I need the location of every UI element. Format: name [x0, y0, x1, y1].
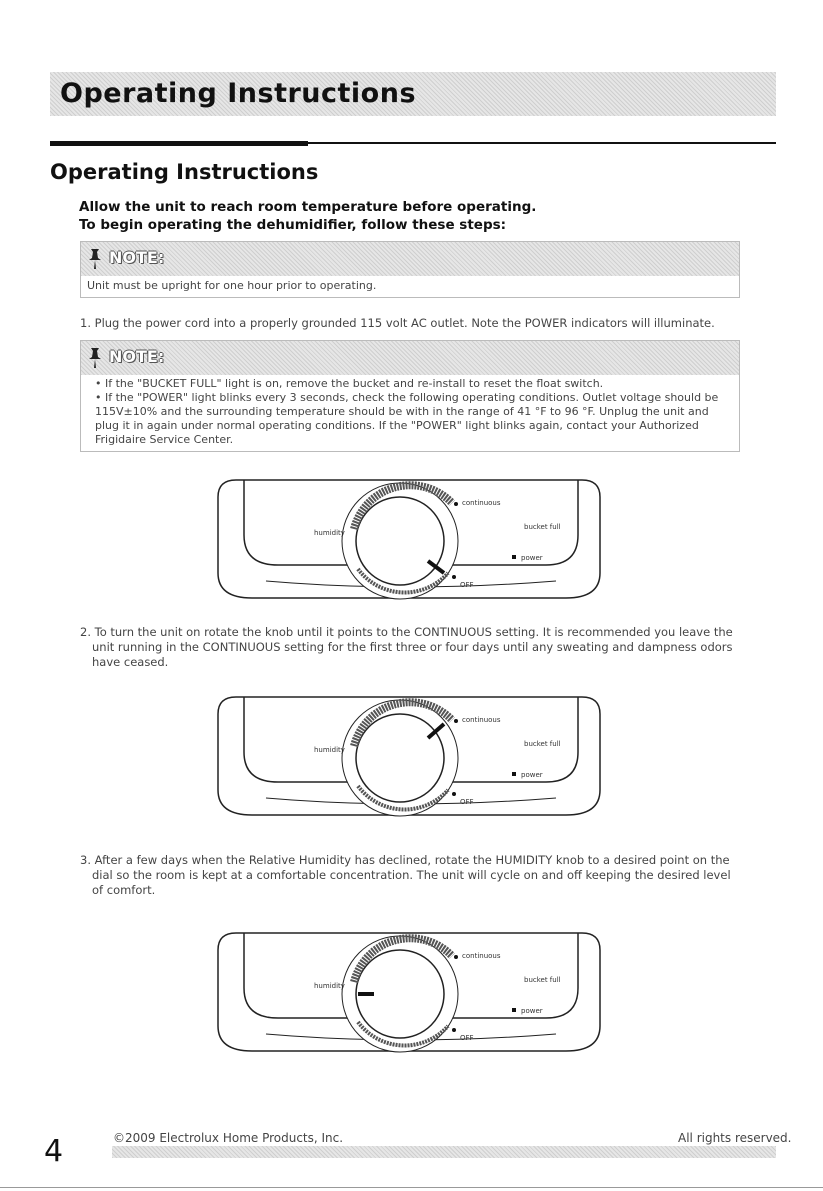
header-title: Operating Instructions [60, 78, 417, 109]
footer-bar [112, 1146, 776, 1158]
control-panel-diagram-1 [216, 477, 602, 601]
off-label: OFF [460, 1034, 474, 1042]
note-bullet: • If the "BUCKET FULL" light is on, remove the bucket and re-install to reset the float switch. [95, 377, 604, 390]
control-panel-diagram-3 [216, 930, 602, 1054]
section-rule-thin [308, 142, 776, 144]
footer-copyright: ©2009 Electrolux Home Products, Inc. [113, 1131, 344, 1145]
continuous-label: continuous [462, 499, 501, 507]
step-3-text: 3. After a few days when the Relative Humidity has declined, rotate the HUMIDITY knob to a desired point on the dial so the room is kept at a comfortable concentration. The unit will cycle on and off keeping the desired level of comfort. [80, 853, 731, 897]
power-label: power [521, 771, 543, 779]
note-box-2 [80, 340, 740, 452]
note-label: NOTE: [109, 347, 165, 366]
footer-rights: All rights reserved. [678, 1131, 792, 1145]
note-bullet: • If the "POWER" light blinks every 3 seconds, check the following operating conditions. Outlet voltage should be 115V±10% and the surrounding temperature should be with in the range of 41 °F to 96 °F. Unplug the unit and plug it in again under normal operating conditions. If the "POWER" light blinks again, contact your Authorized Frigidaire Service Center. [95, 391, 719, 446]
page-number: 4 [44, 1134, 64, 1169]
power-indicator [512, 555, 516, 559]
note-box-1 [80, 241, 740, 298]
power-indicator [512, 1008, 516, 1012]
section-title: Operating Instructions [50, 160, 319, 184]
humidity-label: humidity [314, 529, 345, 537]
control-panel-diagram-2 [216, 694, 602, 818]
bucket-full-label: bucket full [524, 523, 561, 531]
note-header [81, 341, 739, 375]
step-1-text: 1. Plug the power cord into a properly grounded 115 volt AC outlet. Note the POWER indicators will illuminate. [80, 316, 715, 330]
step-2-text: 2. To turn the unit on rotate the knob until it points to the CONTINUOUS setting. It is recommended you leave the unit running in the CONTINUOUS setting for the first three or four days until any sweating and dampness odors have ceased. [80, 625, 733, 669]
note-text: Unit must be upright for one hour prior to operating. [87, 279, 377, 292]
bucket-full-label: bucket full [524, 740, 561, 748]
power-indicator [512, 772, 516, 776]
off-label: OFF [460, 581, 474, 589]
pushpin-icon [87, 347, 103, 369]
intro-line-1: Allow the unit to reach room temperature before operating. [79, 199, 537, 215]
pushpin-icon [87, 248, 103, 270]
note-header [81, 242, 739, 276]
continuous-label: continuous [462, 952, 501, 960]
section-rule-thick [50, 141, 308, 146]
humidity-label: humidity [314, 746, 345, 754]
intro-line-2: To begin operating the dehumidifier, follow these steps: [79, 217, 507, 233]
power-label: power [521, 554, 543, 562]
note-label: NOTE: [109, 248, 165, 267]
continuous-label: continuous [462, 716, 501, 724]
off-label: OFF [460, 798, 474, 806]
page-bottom-edge [0, 1187, 823, 1188]
power-label: power [521, 1007, 543, 1015]
humidity-label: humidity [314, 982, 345, 990]
bucket-full-label: bucket full [524, 976, 561, 984]
